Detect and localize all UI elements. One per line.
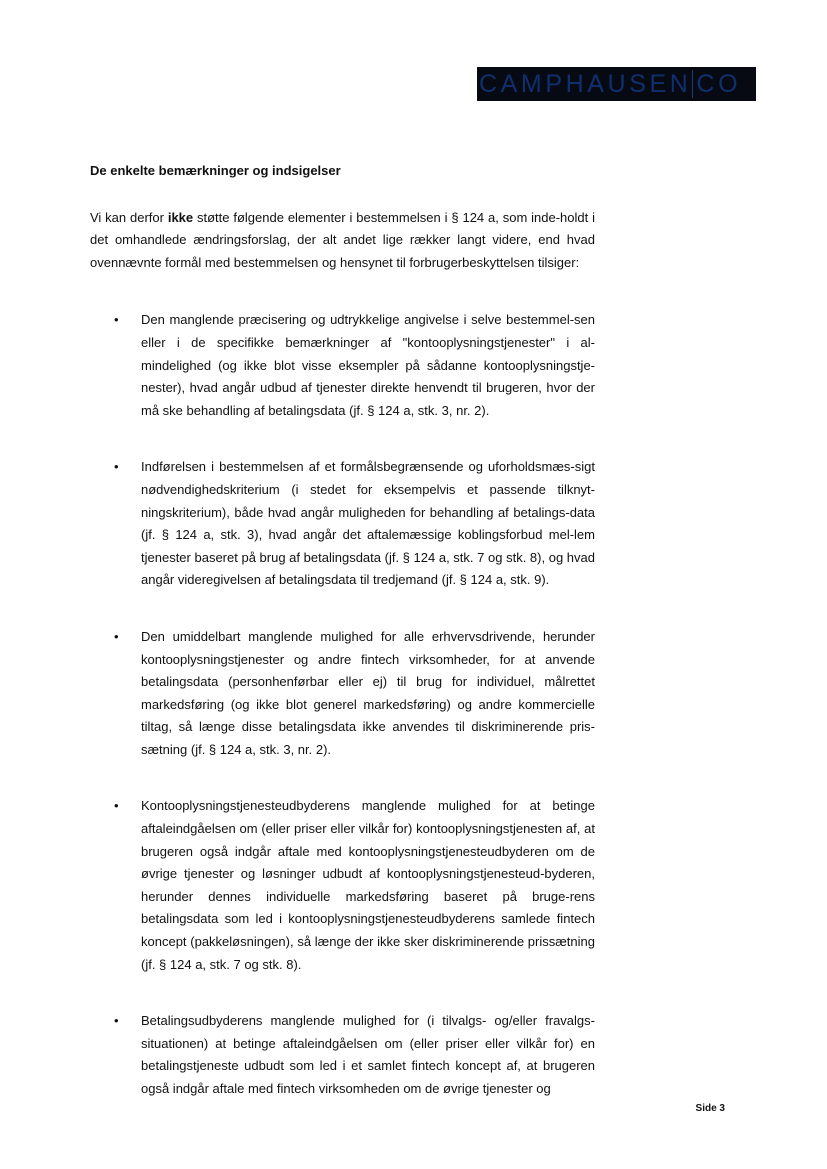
intro-paragraph: [90, 207, 595, 275]
list-item-text: Indførelsen i bestemmelsen af et formålsbegrænsende og uforholdsmæs-sigt nødvendighedskriterium (i stedet for eksempelvis et passende tilknyt-ningskriterium), både hvad angår muligheden for behandling af betalings-data (jf. § 124 a, stk. 3), hvad angår det aftalemæssige koblingsforbud mel-lem tjenester baseret på brug af betalingsdata (jf. § 124 a, stk. 7 og stk. 8), og hvad angår videregivelsen af betalingsdata til tredjemand (jf. § 124 a, stk. 9).: [141, 459, 595, 588]
list-item-text: Kontooplysningstjenesteudbyderens manglende mulighed for at betinge aftaleindgåelsen om (eller priser eller vilkår for) kontooplysningstjenesten af, at brugeren også indgår aftale med kontooplysningstjenesteudbyderen om de øvrige tjenester og løsninger udbudt af kontooplysningstjenesteud-byderen, herunder dennes individuelle markedsføring baseret på bruge-rens betalingsdata som led i kontooplysningstjenesteudbyderens samlede fintech koncept (pakkeløsningen), så længe der ikke sker diskriminerende prissætning (jf. § 124 a, stk. 7 og stk. 8).: [141, 798, 595, 972]
list-item: [90, 456, 595, 592]
list-item: [90, 795, 595, 976]
section-heading: De enkelte bemærkninger og indsigelser: [90, 163, 341, 178]
logo-separator: [692, 70, 693, 98]
list-item-text: Den manglende præcisering og udtrykkelige angivelse i selve bestemmel-sen eller i de specifikke bemærkninger af "kontooplysningstjenester" i al-mindelighed (og ikke blot visse eksempler på sådanne kontooplysningstje-nester), hvad angår udbud af tjenester direkte henvendt til brugeren, hvor der må ske behandling af betalingsdata (jf. § 124 a, stk. 3, nr. 2).: [141, 312, 595, 418]
page-number: Side 3: [695, 1103, 725, 1114]
intro-emphasis: ikke: [167, 209, 194, 225]
bullet-icon: •: [114, 628, 119, 644]
bullet-icon: •: [114, 312, 119, 328]
document-body: [90, 160, 595, 1135]
bullet-icon: •: [114, 798, 119, 814]
company-logo: [477, 67, 756, 101]
intro-text-after: støtte følgende elementer i bestemmelsen i § 124 a, som inde-holdt i det omhandlede ændringsforslag, der alt andet lige rækker langt videre, end hvad ovennævnte formål med bestemmelsen og hensynet til forbrugerbeskyttelsen tilsiger:: [90, 209, 595, 270]
list-item: [90, 1010, 595, 1100]
list-item: [90, 626, 595, 762]
list-item-text: Den umiddelbart manglende mulighed for alle erhvervsdrivende, herunder kontooplysningstjenester og andre fintech virksomheder, for at anvende betalingsdata (personhenførbar eller ej) til brug for individuel, målrettet markedsføring (og ikke blot generel markedsføring) og andre kommercielle tiltag, så længe disse betalingsdata ikke anvendes til diskriminerende pris-sætning (jf. § 124 a, stk. 3, nr. 2).: [141, 628, 595, 757]
list-item: [90, 309, 595, 422]
logo-text-camphausen: CAMPHAUSEN: [479, 70, 692, 98]
bullet-icon: •: [114, 459, 119, 475]
bullet-icon: •: [114, 1013, 119, 1029]
list-item-text: Betalingsudbyderens manglende mulighed for (i tilvalgs- og/eller fravalgs-situationen) at betinge aftaleindgåelsen om (eller priser eller vilkår for) en betalingstjeneste udbudt som led i et samlet fintech koncept af, at brugeren også indgår aftale med fintech virksomheden om de øvrige tjenester og: [141, 1013, 595, 1096]
intro-text-before: Vi kan derfor: [90, 209, 168, 225]
objection-list: [90, 309, 595, 1100]
logo-text-co: CO: [696, 70, 742, 98]
